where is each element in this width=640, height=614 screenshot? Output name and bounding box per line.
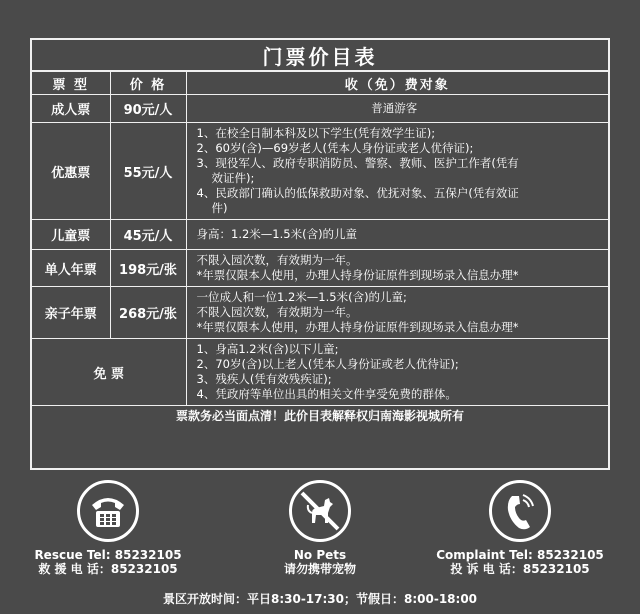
- target-line: 普通游客: [371, 101, 418, 115]
- ticket-type: 成人票: [32, 95, 110, 123]
- target-line: 3、现役军人、政府专职消防员、警察、教师、医护工作者(凭有: [196, 156, 519, 170]
- target-line: 一位成人和一位1.2米—1.5米(含)的儿童;: [196, 290, 407, 304]
- complaint-tel-en: Complaint Tel: 85232105: [436, 548, 604, 562]
- ticket-target: [186, 339, 608, 406]
- table-row-child: [32, 220, 608, 250]
- ticket-target: [186, 250, 608, 287]
- target-line: 件): [211, 201, 228, 215]
- target-line: 效证件);: [211, 171, 255, 185]
- table-row-family-annual: [32, 287, 608, 339]
- ticket-type: 优惠票: [32, 123, 110, 220]
- ticket-price: 268元/张: [110, 287, 186, 339]
- rescue-block: [28, 480, 188, 576]
- header-price: 价 格: [110, 72, 186, 95]
- ticket-type: 免 票: [32, 339, 186, 406]
- target-line: 不限入园次数，有效期为一年。: [196, 253, 358, 267]
- ticket-type: 单人年票: [32, 250, 110, 287]
- board-title: 门票价目表: [32, 40, 608, 72]
- no-pets-en: No Pets: [293, 548, 347, 562]
- target-line: 2、70岁(含)以上老人(凭本人身份证或老人优待证);: [196, 357, 459, 371]
- table-row-adult: [32, 95, 608, 123]
- target-line: 3、残疾人(凭有效残疾证);: [196, 372, 332, 386]
- header-target: 收（免）费对象: [186, 72, 608, 95]
- ticket-price: 90元/人: [110, 95, 186, 123]
- target-line: 不限入园次数，有效期为一年。: [196, 305, 358, 319]
- phone-handset-icon: [489, 480, 551, 542]
- rescue-tel-cn: 救 援 电 话：85232105: [38, 562, 178, 576]
- ticket-price: 198元/张: [110, 250, 186, 287]
- footer-row: [32, 406, 608, 426]
- rescue-tel-en: Rescue Tel: 85232105: [34, 548, 182, 562]
- table-row-single-annual: [32, 250, 608, 287]
- target-line: 2、60岁(含)—69岁老人(凭本人身份证或老人优待证);: [196, 141, 474, 155]
- opening-hours: 景区开放时间：平日8:30-17:30；节假日：8:00-18:00: [162, 592, 478, 606]
- complaint-tel-cn: 投 诉 电 话：85232105: [450, 562, 590, 576]
- target-line: 1、在校全日制本科及以下学生(凭有效学生证);: [196, 126, 436, 140]
- price-board: [30, 38, 610, 470]
- no-pets-cn: 请勿携带宠物: [283, 562, 356, 576]
- price-table: [32, 72, 608, 425]
- no-pets-icon: [289, 480, 351, 542]
- table-row-free: [32, 339, 608, 406]
- target-line: *年票仅限本人使用，办理人持身份证原件到现场录入信息办理*: [196, 320, 519, 334]
- header-type: 票 型: [32, 72, 110, 95]
- ticket-price: 55元/人: [110, 123, 186, 220]
- ticket-type: 亲子年票: [32, 287, 110, 339]
- board-footer: 票款务必当面点清！此价目表解释权归南海影视城所有: [32, 406, 608, 426]
- target-line: 1、身高1.2米(含)以下儿童;: [196, 342, 339, 356]
- ticket-target: [186, 287, 608, 339]
- ticket-target: [186, 95, 608, 123]
- target-line: *年票仅限本人使用，办理人持身份证原件到现场录入信息办理*: [196, 268, 519, 282]
- ticket-target: [186, 123, 608, 220]
- header-row: [32, 72, 608, 95]
- telephone-icon: [77, 480, 139, 542]
- ticket-target: [186, 220, 608, 250]
- table-row-discount: [32, 123, 608, 220]
- target-line: 4、凭政府等单位出具的相关文件享受免费的群体。: [196, 387, 457, 401]
- complaint-block: [430, 480, 610, 576]
- ticket-type: 儿童票: [32, 220, 110, 250]
- ticket-price: 45元/人: [110, 220, 186, 250]
- target-line: 身高：1.2米—1.5米(含)的儿童: [196, 227, 358, 241]
- no-pets-block: [250, 480, 390, 576]
- target-line: 4、民政部门确认的低保救助对象、优抚对象、五保户(凭有效证: [196, 186, 519, 200]
